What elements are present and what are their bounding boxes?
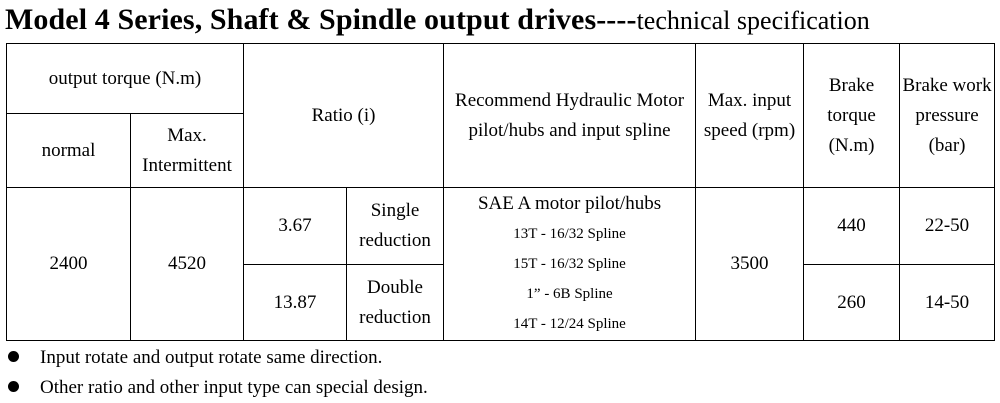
motor-cell (444, 188, 696, 341)
spec-table (6, 43, 995, 341)
title-suffix: technical specification (636, 6, 870, 35)
motor-spline: 15T - 16/32 Spline (513, 256, 626, 272)
note-item (8, 343, 428, 373)
motor-spline: 13T - 16/32 Spline (513, 226, 626, 242)
ratio-type: Single reduction (347, 188, 444, 265)
header-normal: normal (7, 114, 131, 188)
value-brake-torque: 260 (804, 265, 900, 341)
value-max-intermittent-torque: 4520 (131, 188, 244, 341)
note-text: Other ratio and other input type can special design. (40, 377, 428, 398)
header-ratio: Ratio (i) (244, 44, 444, 188)
motor-spline: 14T - 12/24 Spline (513, 316, 626, 332)
value-brake-pressure: 14-50 (900, 265, 995, 341)
note-text: Input rotate and output rotate same direction. (40, 347, 383, 368)
header-output-torque: output torque (N.m) (7, 44, 244, 114)
note-item (8, 373, 428, 403)
value-brake-pressure: 22-50 (900, 188, 995, 265)
header-brake-work-pressure: Brake work pressure (bar) (900, 44, 995, 188)
value-max-input-speed: 3500 (696, 188, 804, 341)
motor-main-label: SAE A motor pilot/hubs (477, 193, 662, 214)
header-motor: Recommend Hydraulic Motor pilot/hubs and input spline (444, 44, 696, 188)
ratio-value: 3.67 (244, 188, 347, 265)
value-normal-torque: 2400 (7, 188, 131, 341)
header-max-intermittent: Max. Intermittent (131, 114, 244, 188)
bullet-icon (8, 351, 19, 362)
value-brake-torque: 440 (804, 188, 900, 265)
bullet-icon (8, 381, 19, 392)
title-main: Model 4 Series, Shaft & Spindle output drives---- (5, 3, 637, 36)
header-brake-torque: Brake torque (N.m) (804, 44, 900, 188)
ratio-type: Double reduction (347, 265, 444, 341)
ratio-value: 13.87 (244, 265, 347, 341)
page-title (5, 0, 870, 40)
motor-spline: 1” - 6B Spline (526, 286, 613, 302)
notes-list (8, 343, 428, 403)
header-max-input-speed: Max. input speed (rpm) (696, 44, 804, 188)
